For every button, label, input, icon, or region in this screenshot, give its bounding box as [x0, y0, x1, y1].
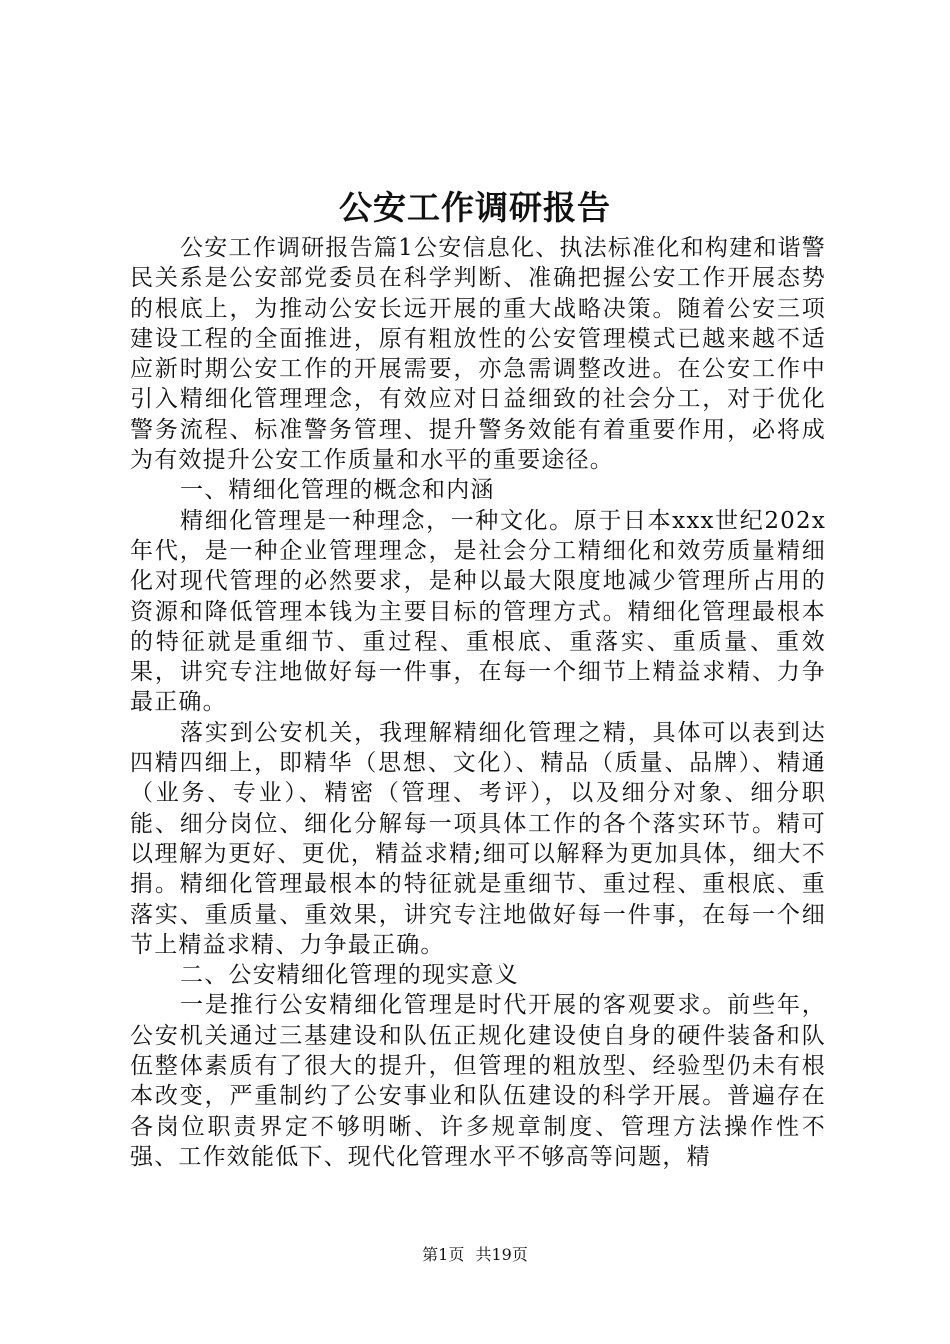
page-footer [0, 1243, 950, 1267]
paragraph-intro: 公安工作调研报告篇1公安信息化、执法标准化和构建和谐警民关系是公安部党委员在科学判断、准确把握公安工作开展态势的根底上，为推动公安长远开展的重大战略决策。随着公安三项建设工程的全面推进，原有粗放性的公安管理模式已越来越不适应新时期公安工作的开展需要，亦急需调整改进。在公安工作中引入精细化管理理念，有效应对日益细致的社会分工，对于优化警务流程、标准警务管理、提升警务效能有着重要作用，必将成为有效提升公安工作质量和水平的重要途径。 [130, 235, 826, 474]
document-body [130, 233, 826, 1172]
paragraph-significance: 一是推行公安精细化管理是时代开展的客观要求。前些年，公安机关通过三基建设和队伍正规化建设使自身的硬件装备和队伍整体素质有了很大的提升，但管理的粗放型、经验型仍未有根本改变，严重制约了公安事业和队伍建设的科学开展。普遍存在各岗位职责界定不够明晰、许多规章制度、管理方法操作性不强、工作效能低下、现代化管理水平不够高等问题，精 [130, 992, 826, 1170]
page-total: 共19页 [475, 1245, 528, 1264]
section-heading-1: 一、精细化管理的概念和内涵 [180, 477, 495, 504]
paragraph-concept: 精细化管理是一种理念，一种文化。原于日本xxx世纪202x年代，是一种企业管理理念，是社会分工精细化和效劳质量精细化对现代管理的必然要求，是种以最大限度地减少管理所占用的资源和降低管理本钱为主要目标的管理方式。精细化管理最根本的特征就是重细节、重过程、重根底、重落实、重质量、重效果，讲究专注地做好每一件事，在每一个细节上精益求精、力争最正确。 [130, 507, 826, 716]
paragraph-application: 落实到公安机关，我理解精细化管理之精，具体可以表到达四精四细上，即精华（思想、文化）、精品（质量、品牌）、精通（业务、专业）、精密（管理、考评），以及细分对象、细分职能、细分岗位、细化分解每一项具体工作的各个落实环节。精可以理解为更好、更优，精益求精;细可以解释为更加具体，细大不捐。精细化管理最根本的特征就是重细节、重过程、重根底、重落实、重质量、重效果，讲究专注地做好每一件事，在每一个细节上精益求精、力争最正确。 [130, 719, 826, 958]
section-heading-2: 二、公安精细化管理的现实意义 [180, 962, 519, 989]
page-number: 第1页 [422, 1245, 465, 1264]
document-title: 公安工作调研报告 [339, 188, 611, 227]
